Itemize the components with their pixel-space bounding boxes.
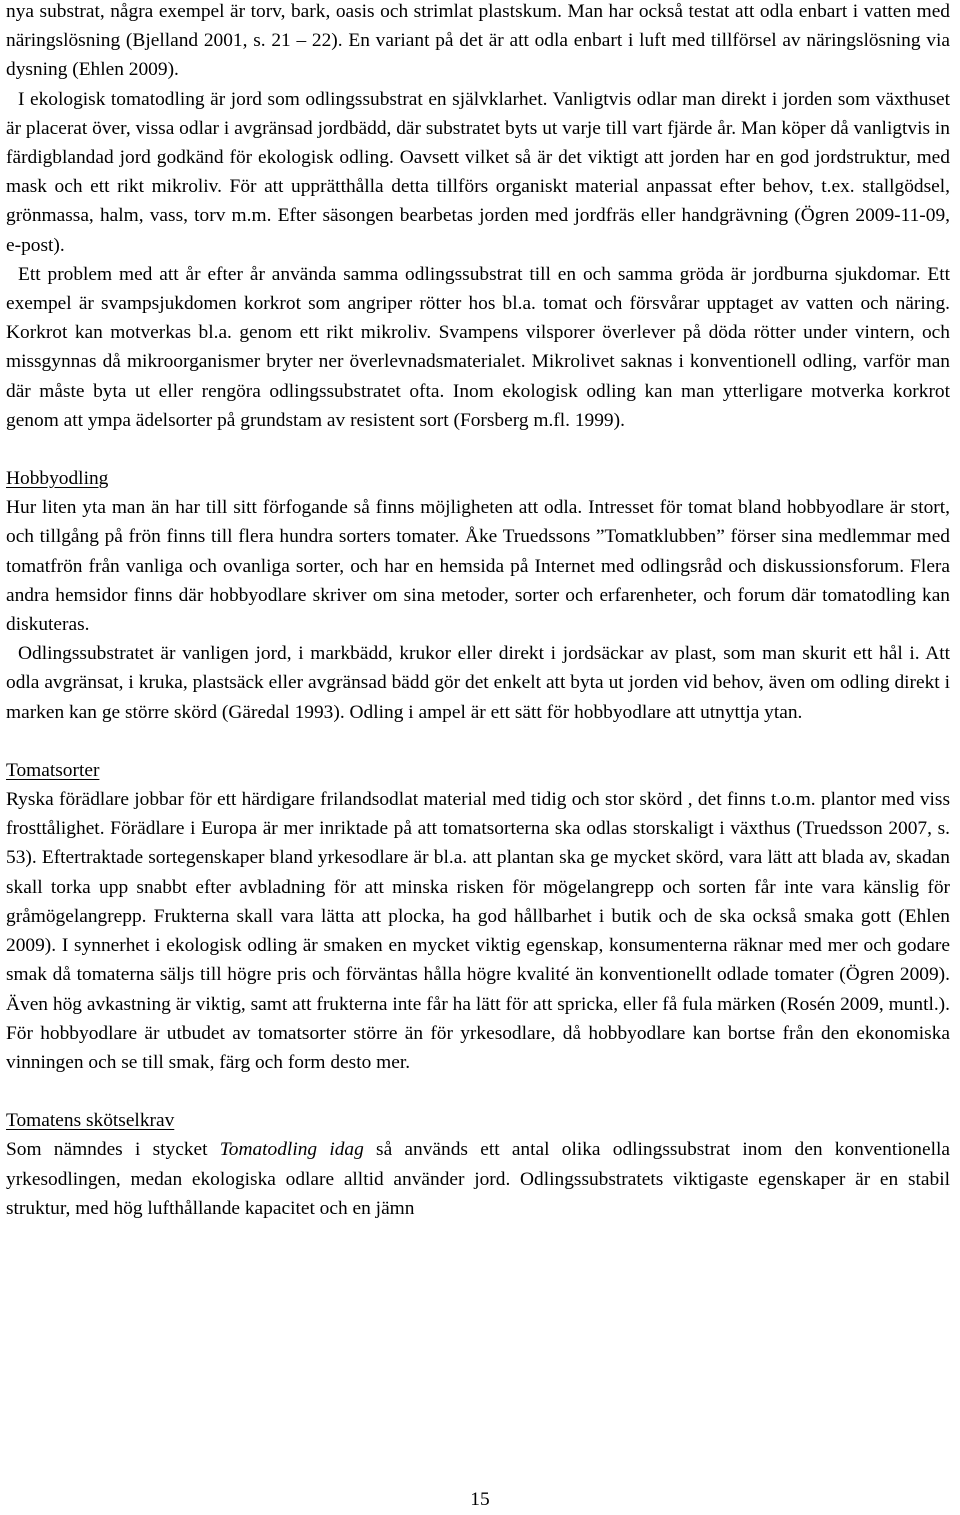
page-number: 15 [470,1489,490,1510]
heading-tomatsorter: Tomatsorter [6,759,100,781]
spacer [6,435,950,464]
spacer [6,1077,950,1106]
document-page [6,0,950,1223]
paragraph-substrates: nya substrat, några exempel är torv, bark, oasis och strimlat plastskum. Man har också testat att odla enbart i vatten med näringslösning (Bjelland 2001, s. 21 – 22). En variant på det är att odla enbart i luft med tillförsel av näringslösning via dysning (Ehlen 2009). [6,1,950,81]
heading-tomatens-skotselkrav: Tomatens skötselkrav [6,1110,175,1132]
paragraph-care-requirements [6,1135,950,1223]
paragraph-hobby-substrate: Odlingssubstratet är vanligen jord, i markbädd, krukor eller direkt i jordsäckar av plast, som man skurit ett hål i. Att odla avgränsat, i kruka, plastsäck eller avgränsad bädd gör det enkelt att byta ut jorden vid behov, även om odling direkt i marken kan ge större skörd (Gäredal 1993). Odling i ampel är ett sätt för hobbyodlare att utnyttja ytan. [6,643,950,723]
italic-reference: Tomatodling idag [219,1139,364,1161]
paragraph-ecological-soil: I ekologisk tomatodling är jord som odlingssubstrat en självklarhet. Vanligtvis odlar man direkt i jorden som växthuset är placerat över, vissa odlar i avgränsad jordbädd, där substratet byts ut varje till vart fjärde år. Man köper då vanligtvis in färdigblandad jord godkänd för ekologisk odling. Oavsett vilket så är det viktigt att jorden har en god jordstruktur, med mask och ett rikt mikroliv. För att upprätthålla detta tillförs organiskt material anpassat efter behov, t.ex. stallgödsel, grönmassa, halm, vass, torv m.m. Efter säsongen bearbetas jorden med jordfräs eller handgrävning (Ögren 2009-11-09, e-post). [6,88,950,256]
heading-hobbyodling: Hobbyodling [6,468,109,490]
text-run: Som nämndes i stycket [6,1139,220,1161]
text-run: så används ett antal olika odlingssubstrat inom den konventionella yrkesodlingen, medan ekologiska odlare alltid använder jord. Odlingssubstratets viktigaste egenskaper är en stabil struktur, med hög lufthållande kapacitet och en jämn [6,1139,950,1219]
spacer [6,727,950,756]
paragraph-hobby-intro: Hur liten yta man än har till sitt förfogande så finns möjligheten att odla. Intresset för tomat bland hobbyodlare är stort, och tillgång på frön finns till flera hundra sorters tomater. Åke Truedssons ”Tomatklubben” förser sina medlemmar med tomatfrön från vanliga och ovanliga sorter, och har en hemsida på Internet med odlingsråd och diskussionsforum. Flera andra hemsidor finns där hobbyodlare skriver om sina metoder, sorter och erfarenheter, och forum där tomatodling kan diskuteras. [6,497,950,636]
paragraph-soilborne-diseases: Ett problem med att år efter år använda samma odlingssubstrat till en och samma gröda är jordburna sjukdomar. Ett exempel är svampsjukdomen korkrot som angriper rötter hos bl.a. tomat och försvårar upptaget av vatten och näring. Korkrot kan motverkas bl.a. genom ett rikt mikroliv. Svampens vilsporer överlever på döda rötter under vintern, och missgynnas då mikroorganismer bryter ner överlevnadsmaterialet. Mikrolivet saknas i konventionell odling, varför man där måste byta ut eller rengöra odlingssubstratet ofta. Inom ekologisk odling kan man ytterligare motverka korkrot genom att ympa ädelsorter på grundstam av resistent sort (Forsberg m.fl. 1999). [6,263,950,431]
paragraph-tomato-varieties: Ryska förädlare jobbar för ett härdigare frilandsodlat material med tidig och stor skörd , det finns t.o.m. plantor med viss frosttålighet. Förädlare i Europa är mer inriktade på att tomatsorterna ska odlas storskaligt i växthus (Truedsson 2007, s. 53). Eftertraktade sortegenskaper bland yrkesodlare är bl.a. att plantan ska ge mycket skörd, vara lätt att blada av, skadan skall torka upp snabbt efter avbladning för att minska risken för mögelangrepp och sorten får inte vara känslig för gråmögelangrepp. Frukterna skall vara lätta att plocka, ha god hållbarhet i butik och de ska också smaka gott (Ehlen 2009). I synnerhet i ekologisk odling är smaken en mycket viktig egenskap, konsumenterna räknar med mer och godare smak då tomaterna säljs till högre pris och förväntas hålla högre kvalité än konventionellt odlade tomater (Ögren 2009). Även hög avkastning är viktig, samt att frukterna inte får ha lätt för att spricka, eller få fula märken (Rosén 2009, muntl.). För hobbyodlare är utbudet av tomatsorter större än för yrkesodlare, då hobbyodlare kan bortse från den ekonomiska vinningen och se till smak, färg och form desto mer. [6,789,950,1073]
